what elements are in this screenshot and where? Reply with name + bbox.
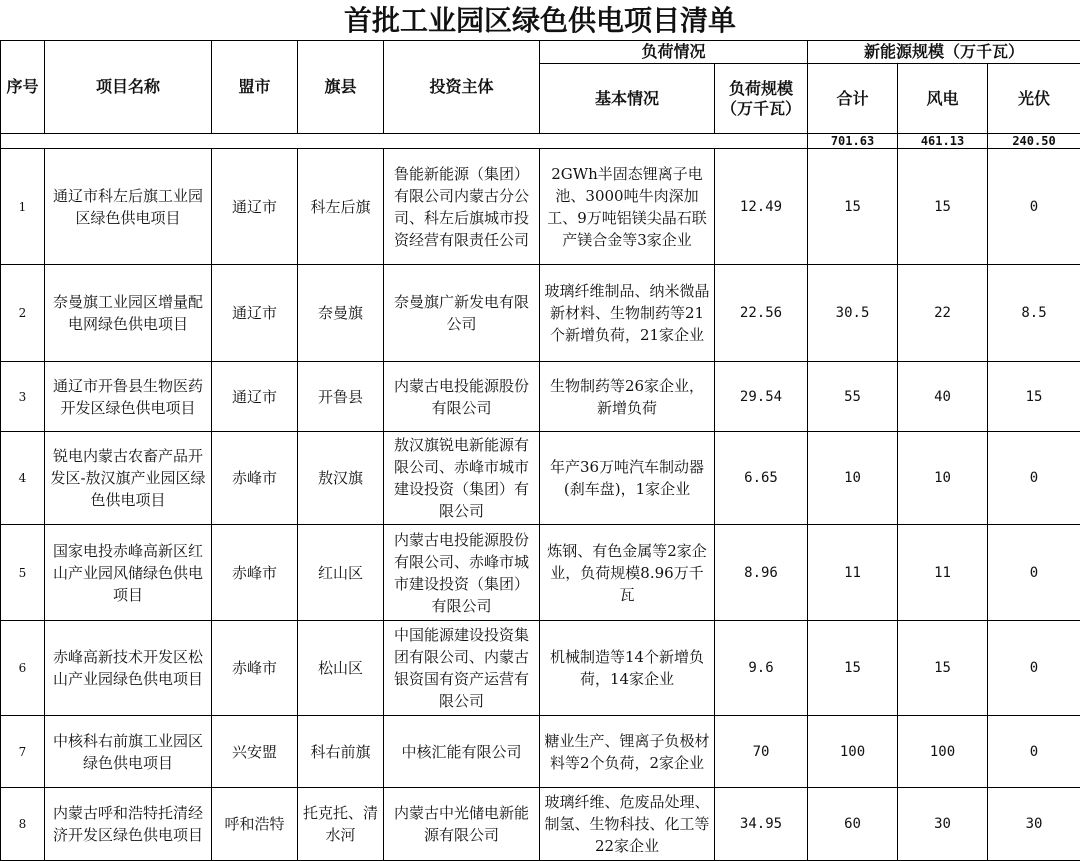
cell-solar: 30 [988, 788, 1080, 861]
cell-total: 15 [808, 621, 898, 716]
table-row [1, 265, 1080, 362]
cell-total: 15 [808, 149, 898, 265]
cell-solar: 0 [988, 716, 1080, 788]
cell-seq: 8 [1, 788, 45, 861]
cell-league: 赤峰市 [212, 621, 298, 716]
cell-basic: 2GWh半固态锂离子电池、3000吨牛肉深加工、9万吨铝镁尖晶石联产镁合金等3家企业 [540, 149, 715, 265]
cell-seq: 3 [1, 362, 45, 432]
header-league: 盟市 [212, 41, 298, 134]
cell-name: 通辽市开鲁县生物医药开发区绿色供电项目 [45, 362, 212, 432]
cell-basic: 年产36万吨汽车制动器(刹车盘)，1家企业 [540, 432, 715, 525]
totals-row [1, 134, 1080, 149]
cell-name: 国家电投赤峰高新区红山产业园风储绿色供电项目 [45, 525, 212, 621]
header-load-scale: 负荷规模（万千瓦） [715, 64, 808, 134]
cell-load: 9.6 [715, 621, 808, 716]
cell-seq: 1 [1, 149, 45, 265]
cell-name: 奈曼旗工业园区增量配电网绿色供电项目 [45, 265, 212, 362]
cell-total: 100 [808, 716, 898, 788]
table-row [1, 432, 1080, 525]
totals-total: 701.63 [808, 134, 898, 149]
cell-load: 34.95 [715, 788, 808, 861]
cell-seq: 5 [1, 525, 45, 621]
cell-wind: 30 [898, 788, 988, 861]
cell-county: 托克托、清水河 [298, 788, 384, 861]
header-basic: 基本情况 [540, 64, 715, 134]
cell-total: 10 [808, 432, 898, 525]
cell-league: 呼和浩特 [212, 788, 298, 861]
cell-total: 60 [808, 788, 898, 861]
cell-wind: 10 [898, 432, 988, 525]
table-row [1, 362, 1080, 432]
cell-load: 8.96 [715, 525, 808, 621]
cell-wind: 15 [898, 621, 988, 716]
cell-name: 中核科右前旗工业园区绿色供电项目 [45, 716, 212, 788]
cell-load: 6.65 [715, 432, 808, 525]
header-load-group: 负荷情况 [540, 41, 808, 64]
cell-basic: 生物制药等26家企业，新增负荷 [540, 362, 715, 432]
cell-name: 赤峰高新技术开发区松山产业园绿色供电项目 [45, 621, 212, 716]
cell-total: 55 [808, 362, 898, 432]
cell-investor: 奈曼旗广新发电有限公司 [384, 265, 540, 362]
cell-seq: 4 [1, 432, 45, 525]
cell-wind: 15 [898, 149, 988, 265]
cell-seq: 2 [1, 265, 45, 362]
cell-wind: 11 [898, 525, 988, 621]
cell-total: 11 [808, 525, 898, 621]
cell-wind: 100 [898, 716, 988, 788]
header-wind: 风电 [898, 64, 988, 134]
cell-county: 奈曼旗 [298, 265, 384, 362]
cell-county: 科右前旗 [298, 716, 384, 788]
cell-league: 通辽市 [212, 265, 298, 362]
cell-wind: 22 [898, 265, 988, 362]
table-row [1, 716, 1080, 788]
totals-blank [1, 134, 808, 149]
project-table [0, 40, 1080, 861]
cell-county: 红山区 [298, 525, 384, 621]
cell-county: 敖汉旗 [298, 432, 384, 525]
cell-solar: 15 [988, 362, 1080, 432]
cell-load: 70 [715, 716, 808, 788]
cell-investor: 内蒙古中光储电新能源有限公司 [384, 788, 540, 861]
cell-solar: 0 [988, 621, 1080, 716]
cell-county: 松山区 [298, 621, 384, 716]
totals-wind: 461.13 [898, 134, 988, 149]
cell-league: 通辽市 [212, 362, 298, 432]
cell-seq: 7 [1, 716, 45, 788]
header-total: 合计 [808, 64, 898, 134]
cell-name: 通辽市科左后旗工业园区绿色供电项目 [45, 149, 212, 265]
header-name: 项目名称 [45, 41, 212, 134]
cell-basic: 炼钢、有色金属等2家企业，负荷规模8.96万千瓦 [540, 525, 715, 621]
cell-seq: 6 [1, 621, 45, 716]
cell-investor: 敖汉旗锐电新能源有限公司、赤峰市城市建设投资（集团）有限公司 [384, 432, 540, 525]
cell-basic: 玻璃纤维制品、纳米微晶新材料、生物制药等21个新增负荷，21家企业 [540, 265, 715, 362]
cell-basic: 糖业生产、锂离子负极材料等2个负荷，2家企业 [540, 716, 715, 788]
cell-solar: 0 [988, 149, 1080, 265]
cell-investor: 内蒙古电投能源股份有限公司 [384, 362, 540, 432]
cell-load: 12.49 [715, 149, 808, 265]
header-investor: 投资主体 [384, 41, 540, 134]
page-title: 首批工业园区绿色供电项目清单 [343, 4, 736, 37]
cell-league: 赤峰市 [212, 525, 298, 621]
header-energy-group: 新能源规模（万千瓦） [808, 41, 1080, 64]
table-row [1, 149, 1080, 265]
cell-solar: 0 [988, 432, 1080, 525]
cell-wind: 40 [898, 362, 988, 432]
cell-investor: 中核汇能有限公司 [384, 716, 540, 788]
cell-solar: 0 [988, 525, 1080, 621]
header-solar: 光伏 [988, 64, 1080, 134]
table-row [1, 525, 1080, 621]
cell-load: 29.54 [715, 362, 808, 432]
cell-name: 内蒙古呼和浩特托清经济开发区绿色供电项目 [45, 788, 212, 861]
header-seq: 序号 [1, 41, 45, 134]
cell-basic: 机械制造等14个新增负荷，14家企业 [540, 621, 715, 716]
table-row [1, 621, 1080, 716]
cell-load: 22.56 [715, 265, 808, 362]
cell-total: 30.5 [808, 265, 898, 362]
table-row [1, 788, 1080, 861]
cell-county: 科左后旗 [298, 149, 384, 265]
cell-investor: 鲁能新能源（集团）有限公司内蒙古分公司、科左后旗城市投资经营有限责任公司 [384, 149, 540, 265]
cell-basic: 玻璃纤维、危废品处理、制氢、生物科技、化工等22家企业 [540, 788, 715, 861]
cell-solar: 8.5 [988, 265, 1080, 362]
totals-solar: 240.50 [988, 134, 1080, 149]
cell-league: 赤峰市 [212, 432, 298, 525]
header-county: 旗县 [298, 41, 384, 134]
cell-name: 锐电内蒙古农畜产品开发区-敖汉旗产业园区绿色供电项目 [45, 432, 212, 525]
cell-investor: 内蒙古电投能源股份有限公司、赤峰市城市建设投资（集团）有限公司 [384, 525, 540, 621]
cell-league: 通辽市 [212, 149, 298, 265]
cell-investor: 中国能源建设投资集团有限公司、内蒙古银资国有资产运营有限公司 [384, 621, 540, 716]
cell-league: 兴安盟 [212, 716, 298, 788]
cell-county: 开鲁县 [298, 362, 384, 432]
